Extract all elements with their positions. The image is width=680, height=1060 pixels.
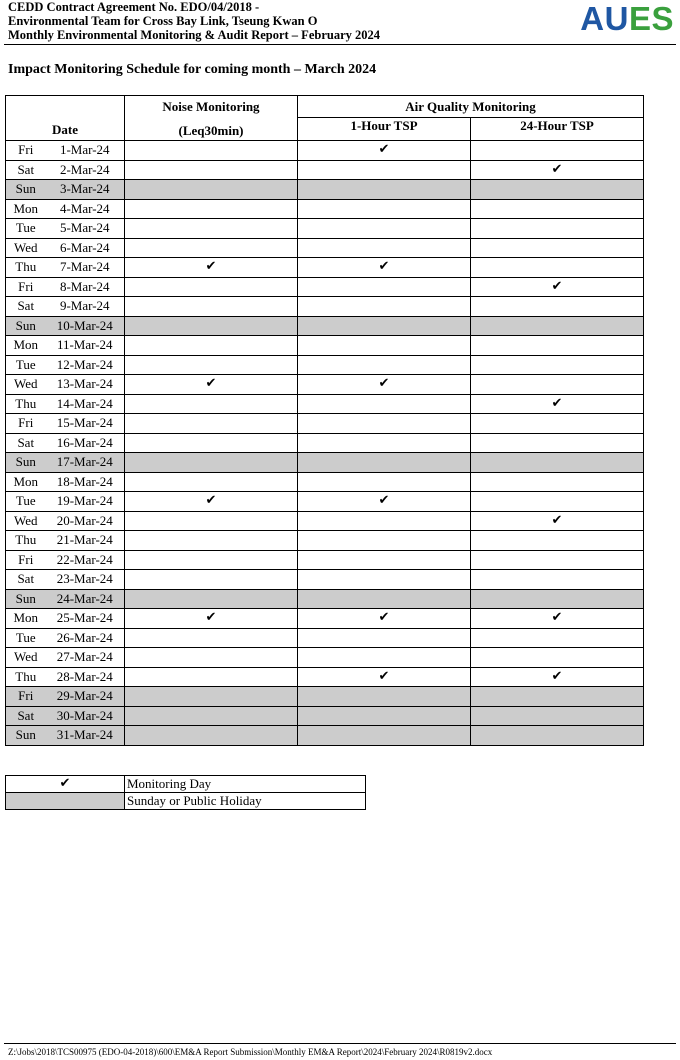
- tsp-24h-cell: [471, 336, 644, 356]
- date-cell: 28-Mar-24: [46, 667, 125, 687]
- table-row: [6, 550, 644, 570]
- table-row: [6, 180, 644, 200]
- tsp-1h-cell: [298, 336, 471, 356]
- tsp-24h-cell: [471, 277, 644, 297]
- table-row: [6, 433, 644, 453]
- check-icon: ✔: [205, 610, 217, 626]
- day-cell: Mon: [6, 199, 46, 219]
- date-cell: 14-Mar-24: [46, 394, 125, 414]
- legend-table: [5, 775, 366, 810]
- header-tsp-1h: 1-Hour TSP: [298, 118, 471, 141]
- tsp-1h-cell: [298, 492, 471, 512]
- noise-cell: [125, 589, 298, 609]
- date-cell: 26-Mar-24: [46, 628, 125, 648]
- check-icon: ✔: [205, 493, 217, 509]
- tsp-1h-cell: [298, 375, 471, 395]
- date-cell: 17-Mar-24: [46, 453, 125, 473]
- tsp-24h-cell: [471, 667, 644, 687]
- header-noise: [125, 96, 298, 141]
- check-icon: ✔: [378, 493, 390, 509]
- tsp-24h-cell: [471, 394, 644, 414]
- tsp-1h-cell: [298, 628, 471, 648]
- tsp-1h-cell: [298, 258, 471, 278]
- date-cell: 9-Mar-24: [46, 297, 125, 317]
- tsp-1h-cell: [298, 472, 471, 492]
- day-cell: Sat: [6, 297, 46, 317]
- day-cell: Wed: [6, 238, 46, 258]
- tsp-24h-cell: [471, 531, 644, 551]
- tsp-24h-cell: [471, 160, 644, 180]
- noise-cell: [125, 238, 298, 258]
- table-row: [6, 316, 644, 336]
- table-row: [6, 648, 644, 668]
- date-cell: 29-Mar-24: [46, 687, 125, 707]
- noise-cell: [125, 316, 298, 336]
- date-cell: 15-Mar-24: [46, 414, 125, 434]
- day-cell: Fri: [6, 277, 46, 297]
- tsp-1h-cell: [298, 238, 471, 258]
- tsp-24h-cell: [471, 238, 644, 258]
- day-cell: Wed: [6, 511, 46, 531]
- table-row: [6, 531, 644, 551]
- tsp-24h-cell: [471, 648, 644, 668]
- date-cell: 7-Mar-24: [46, 258, 125, 278]
- tsp-1h-cell: [298, 199, 471, 219]
- tsp-1h-cell: [298, 648, 471, 668]
- noise-cell: [125, 609, 298, 629]
- date-cell: 18-Mar-24: [46, 472, 125, 492]
- noise-cell: [125, 180, 298, 200]
- tsp-24h-cell: [471, 199, 644, 219]
- header-line-3: Monthly Environmental Monitoring & Audit Report – February 2024: [8, 28, 380, 42]
- day-cell: Wed: [6, 648, 46, 668]
- noise-cell: [125, 394, 298, 414]
- noise-cell: [125, 706, 298, 726]
- tsp-24h-cell: [471, 316, 644, 336]
- noise-cell: [125, 472, 298, 492]
- tsp-24h-cell: [471, 453, 644, 473]
- table-row: [6, 570, 644, 590]
- date-cell: 5-Mar-24: [46, 219, 125, 239]
- date-cell: 3-Mar-24: [46, 180, 125, 200]
- tsp-24h-cell: [471, 687, 644, 707]
- table-row: [6, 726, 644, 746]
- table-row: [6, 394, 644, 414]
- table-row: [6, 219, 644, 239]
- tsp-24h-cell: [471, 570, 644, 590]
- logo-part-1: AU: [580, 0, 629, 37]
- tsp-1h-cell: [298, 550, 471, 570]
- day-cell: Thu: [6, 667, 46, 687]
- logo-part-2: ES: [628, 0, 674, 37]
- day-cell: Sun: [6, 726, 46, 746]
- noise-cell: [125, 160, 298, 180]
- header-noise-sub: (Leq30min): [178, 123, 244, 138]
- header-divider: [4, 44, 676, 45]
- tsp-24h-cell: [471, 297, 644, 317]
- tsp-24h-cell: [471, 628, 644, 648]
- check-icon: ✔: [551, 278, 563, 294]
- tsp-24h-cell: [471, 141, 644, 161]
- tsp-24h-cell: [471, 180, 644, 200]
- tsp-1h-cell: [298, 706, 471, 726]
- date-cell: 4-Mar-24: [46, 199, 125, 219]
- table-row: [6, 472, 644, 492]
- day-cell: Tue: [6, 492, 46, 512]
- date-cell: 11-Mar-24: [46, 336, 125, 356]
- legend-grey-swatch: [6, 793, 125, 810]
- table-row: [6, 199, 644, 219]
- date-cell: 8-Mar-24: [46, 277, 125, 297]
- legend-check-icon: ✔: [6, 776, 125, 793]
- noise-cell: [125, 570, 298, 590]
- noise-cell: [125, 648, 298, 668]
- tsp-24h-cell: [471, 589, 644, 609]
- tsp-1h-cell: [298, 433, 471, 453]
- tsp-1h-cell: [298, 219, 471, 239]
- noise-cell: [125, 297, 298, 317]
- date-cell: 21-Mar-24: [46, 531, 125, 551]
- check-icon: ✔: [551, 512, 563, 528]
- tsp-1h-cell: [298, 355, 471, 375]
- date-cell: 16-Mar-24: [46, 433, 125, 453]
- day-cell: Tue: [6, 219, 46, 239]
- day-cell: Sat: [6, 706, 46, 726]
- tsp-24h-cell: [471, 355, 644, 375]
- table-row: [6, 238, 644, 258]
- tsp-1h-cell: [298, 394, 471, 414]
- report-header: [8, 0, 380, 42]
- noise-cell: [125, 726, 298, 746]
- date-cell: 22-Mar-24: [46, 550, 125, 570]
- tsp-1h-cell: [298, 609, 471, 629]
- header-date: Date: [6, 96, 125, 141]
- tsp-1h-cell: [298, 141, 471, 161]
- check-icon: ✔: [378, 668, 390, 684]
- day-cell: Thu: [6, 394, 46, 414]
- noise-cell: [125, 687, 298, 707]
- tsp-1h-cell: [298, 511, 471, 531]
- tsp-24h-cell: [471, 414, 644, 434]
- day-cell: Fri: [6, 414, 46, 434]
- tsp-1h-cell: [298, 667, 471, 687]
- day-cell: Mon: [6, 472, 46, 492]
- tsp-24h-cell: [471, 550, 644, 570]
- table-row: [6, 258, 644, 278]
- table-row: [6, 453, 644, 473]
- day-cell: Thu: [6, 531, 46, 551]
- header-noise-title: Noise Monitoring: [162, 99, 260, 114]
- tsp-1h-cell: [298, 453, 471, 473]
- date-cell: 27-Mar-24: [46, 648, 125, 668]
- tsp-1h-cell: [298, 531, 471, 551]
- tsp-1h-cell: [298, 180, 471, 200]
- check-icon: ✔: [551, 668, 563, 684]
- header-tsp-24h: 24-Hour TSP: [471, 118, 644, 141]
- header-line-2: Environmental Team for Cross Bay Link, Tseung Kwan O: [8, 14, 318, 28]
- date-cell: 24-Mar-24: [46, 589, 125, 609]
- noise-cell: [125, 550, 298, 570]
- tsp-24h-cell: [471, 511, 644, 531]
- day-cell: Mon: [6, 336, 46, 356]
- table-row: [6, 355, 644, 375]
- tsp-1h-cell: [298, 297, 471, 317]
- legend-row: [6, 793, 366, 810]
- date-cell: 12-Mar-24: [46, 355, 125, 375]
- day-cell: Sat: [6, 160, 46, 180]
- tsp-24h-cell: [471, 726, 644, 746]
- tsp-1h-cell: [298, 160, 471, 180]
- tsp-24h-cell: [471, 375, 644, 395]
- date-cell: 20-Mar-24: [46, 511, 125, 531]
- footer-divider: [4, 1043, 676, 1044]
- day-cell: Tue: [6, 355, 46, 375]
- noise-cell: [125, 628, 298, 648]
- header-air: Air Quality Monitoring: [298, 96, 644, 118]
- tsp-1h-cell: [298, 316, 471, 336]
- tsp-24h-cell: [471, 706, 644, 726]
- tsp-24h-cell: [471, 219, 644, 239]
- tsp-24h-cell: [471, 609, 644, 629]
- table-row: [6, 687, 644, 707]
- table-row: [6, 414, 644, 434]
- check-icon: ✔: [378, 259, 390, 275]
- tsp-24h-cell: [471, 472, 644, 492]
- check-icon: ✔: [205, 259, 217, 275]
- noise-cell: [125, 375, 298, 395]
- monitoring-schedule-table: [5, 95, 644, 746]
- footer-file-path: Z:\Jobs\2018\TCS00975 (EDO-04-2018)\600\EM&A Report Submission\Monthly EM&A Report\2024\February 2024\R0819v2.docx: [8, 1047, 493, 1057]
- noise-cell: [125, 433, 298, 453]
- legend-monitoring-day: Monitoring Day: [125, 776, 366, 793]
- day-cell: Sun: [6, 453, 46, 473]
- noise-cell: [125, 453, 298, 473]
- noise-cell: [125, 667, 298, 687]
- day-cell: Sun: [6, 180, 46, 200]
- header-line-1: CEDD Contract Agreement No. EDO/04/2018 -: [8, 0, 260, 14]
- noise-cell: [125, 199, 298, 219]
- date-cell: 2-Mar-24: [46, 160, 125, 180]
- noise-cell: [125, 141, 298, 161]
- check-icon: ✔: [378, 376, 390, 392]
- legend-sunday-holiday: Sunday or Public Holiday: [125, 793, 366, 810]
- tsp-1h-cell: [298, 726, 471, 746]
- table-row: [6, 297, 644, 317]
- tsp-1h-cell: [298, 687, 471, 707]
- aues-logo: [580, 2, 674, 36]
- noise-cell: [125, 492, 298, 512]
- day-cell: Tue: [6, 628, 46, 648]
- day-cell: Thu: [6, 258, 46, 278]
- schedule-body: [6, 141, 644, 746]
- table-row: [6, 492, 644, 512]
- date-cell: 23-Mar-24: [46, 570, 125, 590]
- table-row: [6, 667, 644, 687]
- date-cell: 30-Mar-24: [46, 706, 125, 726]
- noise-cell: [125, 414, 298, 434]
- date-cell: 13-Mar-24: [46, 375, 125, 395]
- table-row: [6, 160, 644, 180]
- tsp-24h-cell: [471, 492, 644, 512]
- table-row: [6, 141, 644, 161]
- check-icon: ✔: [551, 610, 563, 626]
- check-icon: ✔: [205, 376, 217, 392]
- check-icon: ✔: [551, 161, 563, 177]
- date-cell: 1-Mar-24: [46, 141, 125, 161]
- legend-row: [6, 776, 366, 793]
- day-cell: Fri: [6, 141, 46, 161]
- tsp-24h-cell: [471, 433, 644, 453]
- day-cell: Sun: [6, 316, 46, 336]
- date-cell: 19-Mar-24: [46, 492, 125, 512]
- date-cell: 10-Mar-24: [46, 316, 125, 336]
- tsp-24h-cell: [471, 258, 644, 278]
- page-title: Impact Monitoring Schedule for coming month – March 2024: [8, 62, 377, 77]
- tsp-1h-cell: [298, 570, 471, 590]
- table-row: [6, 277, 644, 297]
- check-icon: ✔: [378, 142, 390, 158]
- table-row: [6, 375, 644, 395]
- noise-cell: [125, 336, 298, 356]
- table-row: [6, 589, 644, 609]
- date-cell: 25-Mar-24: [46, 609, 125, 629]
- day-cell: Fri: [6, 687, 46, 707]
- tsp-1h-cell: [298, 414, 471, 434]
- day-cell: Wed: [6, 375, 46, 395]
- noise-cell: [125, 511, 298, 531]
- day-cell: Sat: [6, 570, 46, 590]
- day-cell: Sun: [6, 589, 46, 609]
- day-cell: Sat: [6, 433, 46, 453]
- day-cell: Fri: [6, 550, 46, 570]
- date-cell: 6-Mar-24: [46, 238, 125, 258]
- date-cell: 31-Mar-24: [46, 726, 125, 746]
- tsp-1h-cell: [298, 589, 471, 609]
- noise-cell: [125, 219, 298, 239]
- day-cell: Mon: [6, 609, 46, 629]
- check-icon: ✔: [378, 610, 390, 626]
- noise-cell: [125, 258, 298, 278]
- noise-cell: [125, 277, 298, 297]
- table-row: [6, 609, 644, 629]
- noise-cell: [125, 531, 298, 551]
- table-row: [6, 706, 644, 726]
- table-row: [6, 628, 644, 648]
- noise-cell: [125, 355, 298, 375]
- table-row: [6, 511, 644, 531]
- table-row: [6, 336, 644, 356]
- check-icon: ✔: [551, 395, 563, 411]
- tsp-1h-cell: [298, 277, 471, 297]
